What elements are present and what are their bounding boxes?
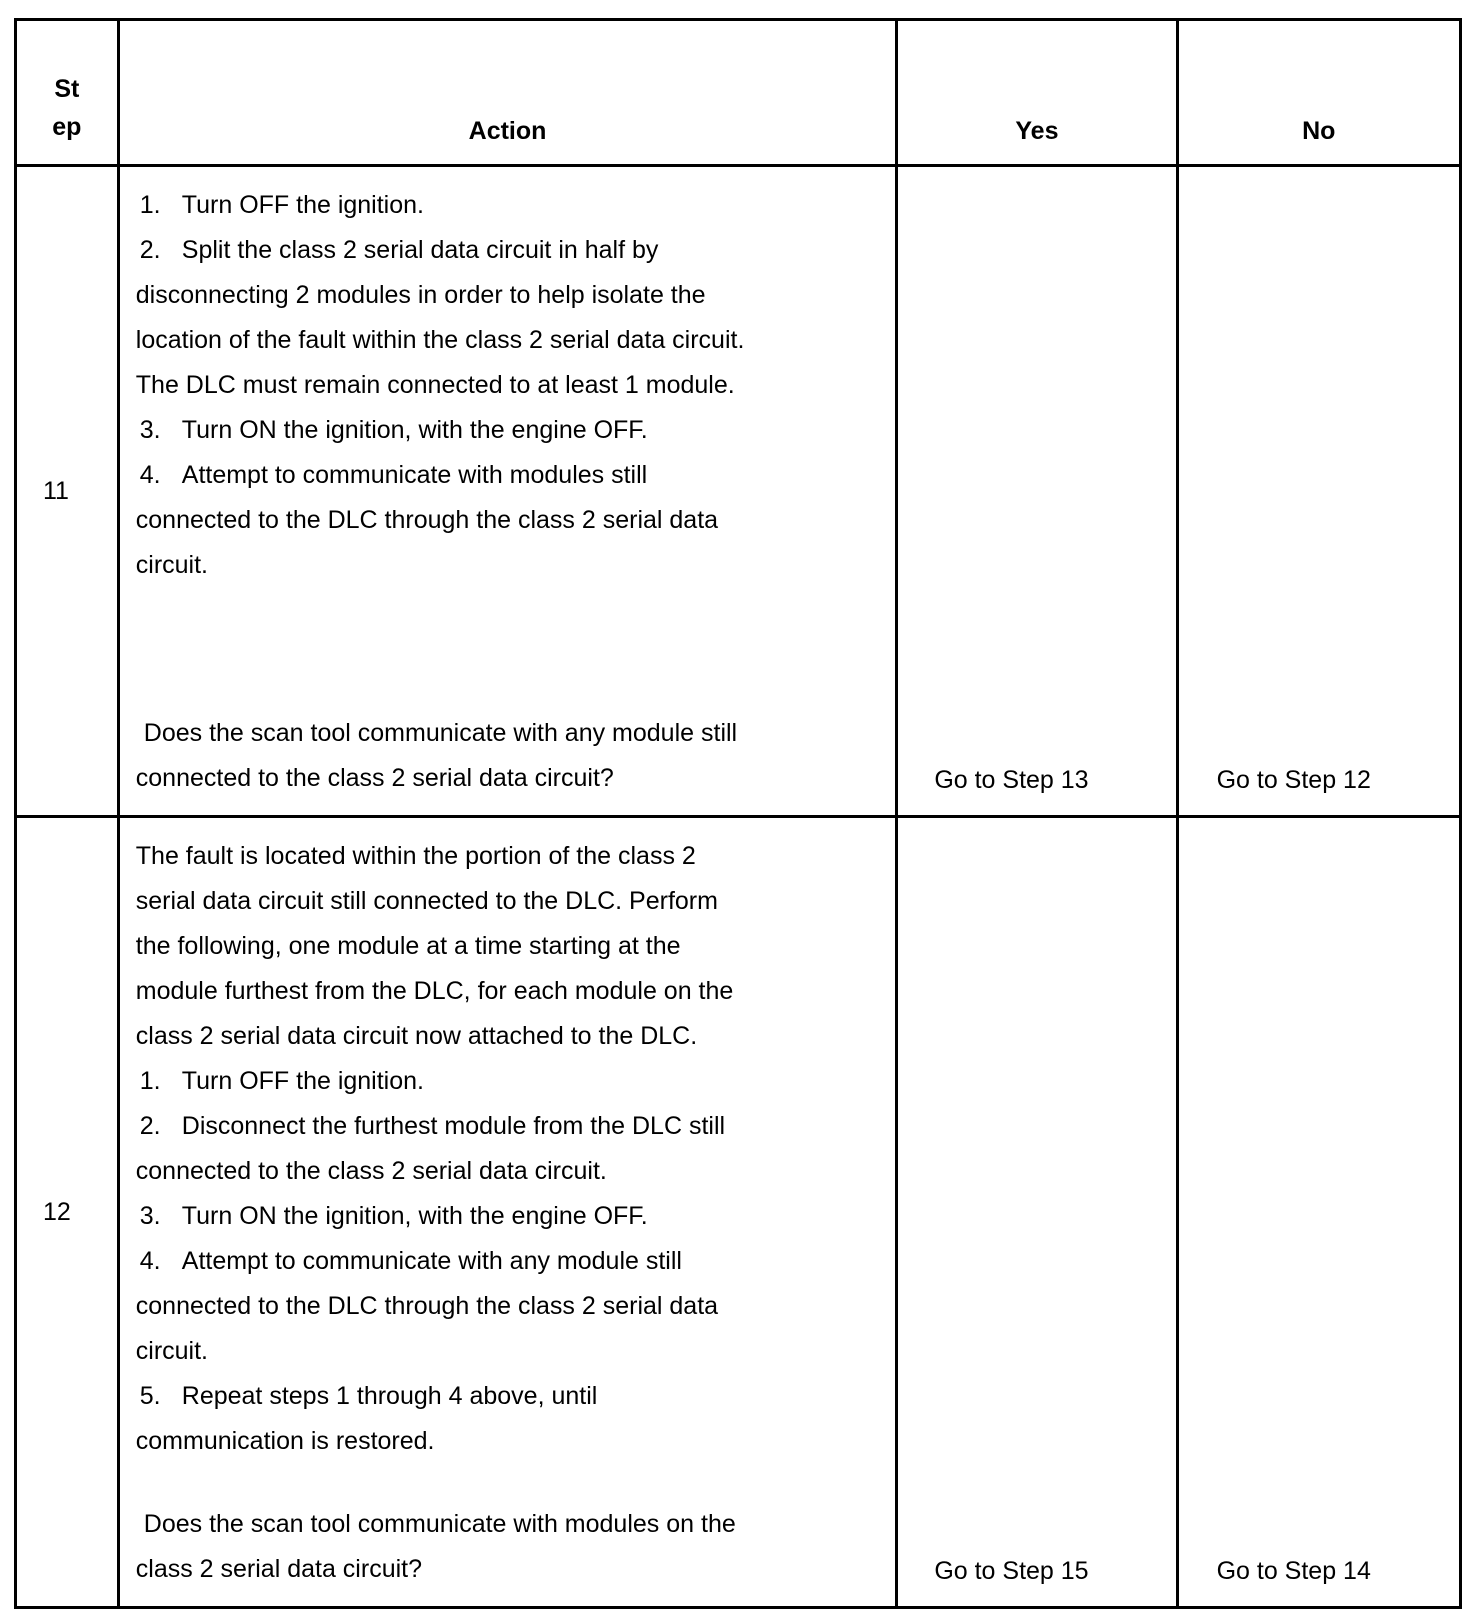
action-step-number: 4. <box>139 461 161 489</box>
action-step-item <box>136 453 880 588</box>
action-step-text: Repeat steps 1 through 4 above, until <box>181 1382 598 1410</box>
action-step-text: Turn OFF the ignition. <box>181 1067 424 1095</box>
action-step-number: 1. <box>139 1067 161 1095</box>
spacer <box>136 588 880 711</box>
no-result-link[interactable]: Go to Step 12 <box>1216 766 1371 794</box>
action-step-text: Turn ON the ignition, with the engine OFF. <box>181 416 648 444</box>
action-step-item <box>136 1104 880 1194</box>
step-number-cell <box>16 166 119 817</box>
header-action <box>118 20 897 166</box>
action-step-number: 2. <box>139 1112 161 1140</box>
header-yes-label: Yes <box>1015 117 1059 145</box>
yes-result-link[interactable]: Go to Step 15 <box>934 1557 1089 1585</box>
yes-result-link[interactable]: Go to Step 13 <box>934 766 1089 794</box>
action-step-number: 1. <box>139 191 161 219</box>
step-number-cell <box>16 817 119 1608</box>
action-step-text: The DLC must remain connected to at least 1 module. <box>135 371 735 399</box>
action-step-item <box>136 1239 880 1374</box>
header-yes <box>897 20 1177 166</box>
action-step-text: circuit. <box>135 551 208 579</box>
step-number: 12 <box>43 1197 71 1226</box>
action-step-text: connected to the DLC through the class 2 serial data <box>135 506 719 534</box>
action-intro-text: module furthest from the DLC, for each module on the <box>135 977 734 1005</box>
header-no-label: No <box>1302 117 1336 145</box>
header-step <box>16 20 119 166</box>
action-intro-text: class 2 serial data circuit now attached to the DLC. <box>135 1022 698 1050</box>
action-step-item <box>136 1059 880 1104</box>
action-step-item <box>136 183 880 228</box>
action-step-text: location of the fault within the class 2 serial data circuit. <box>135 326 745 354</box>
header-step-line1: St <box>54 75 80 103</box>
action-question <box>136 711 880 801</box>
action-step-text: communication is restored. <box>135 1427 435 1455</box>
action-step-text: Split the class 2 serial data circuit in half by <box>181 236 659 264</box>
action-step-text: Turn ON the ignition, with the engine OFF. <box>181 1202 648 1230</box>
diagnostic-table-container <box>14 18 1462 1609</box>
header-no <box>1177 20 1460 166</box>
action-step-item <box>136 1374 880 1464</box>
action-step-number: 4. <box>139 1247 161 1275</box>
action-step-item <box>136 408 880 453</box>
action-step-text: Disconnect the furthest module from the DLC still <box>181 1112 726 1140</box>
yes-result-cell <box>897 817 1177 1608</box>
header-row <box>16 20 1461 166</box>
spacer <box>136 1464 880 1502</box>
question-text: Does the scan tool communicate with any module still <box>143 719 738 747</box>
header-action-label: Action <box>468 117 547 145</box>
action-intro-text: serial data circuit still connected to the DLC. Perform <box>135 887 718 915</box>
action-step-number: 2. <box>139 236 161 264</box>
action-question <box>136 1502 880 1592</box>
no-result-cell <box>1177 817 1460 1608</box>
action-step-text: circuit. <box>135 1337 208 1365</box>
action-step-number: 3. <box>139 416 161 444</box>
action-step-item <box>136 1194 880 1239</box>
action-intro-text: The fault is located within the portion of the class 2 <box>135 842 696 870</box>
action-step-text: connected to the DLC through the class 2 serial data <box>135 1292 719 1320</box>
action-step-text: disconnecting 2 modules in order to help isolate the <box>135 281 706 309</box>
table-row <box>16 166 1461 817</box>
question-text: class 2 serial data circuit? <box>135 1555 422 1583</box>
action-step-text: connected to the class 2 serial data circuit. <box>135 1157 607 1185</box>
action-cell <box>118 817 897 1608</box>
header-step-line2: ep <box>52 113 82 141</box>
action-step-text: Attempt to communicate with modules still <box>181 461 648 489</box>
action-step-number: 5. <box>139 1382 161 1410</box>
yes-result-cell <box>897 166 1177 817</box>
question-text: Does the scan tool communicate with modules on the <box>143 1510 736 1538</box>
step-number: 11 <box>43 476 69 505</box>
action-step-text: Turn OFF the ignition. <box>181 191 424 219</box>
table-row <box>16 817 1461 1608</box>
action-step-number: 3. <box>139 1202 161 1230</box>
no-result-link[interactable]: Go to Step 14 <box>1216 1557 1371 1585</box>
action-step-item <box>136 228 880 408</box>
diagnostic-table <box>14 18 1462 1609</box>
question-text: connected to the class 2 serial data circuit? <box>135 764 614 792</box>
action-step-text: Attempt to communicate with any module still <box>181 1247 682 1275</box>
no-result-cell <box>1177 166 1460 817</box>
action-cell <box>118 166 897 817</box>
action-intro-text: the following, one module at a time starting at the <box>135 932 681 960</box>
